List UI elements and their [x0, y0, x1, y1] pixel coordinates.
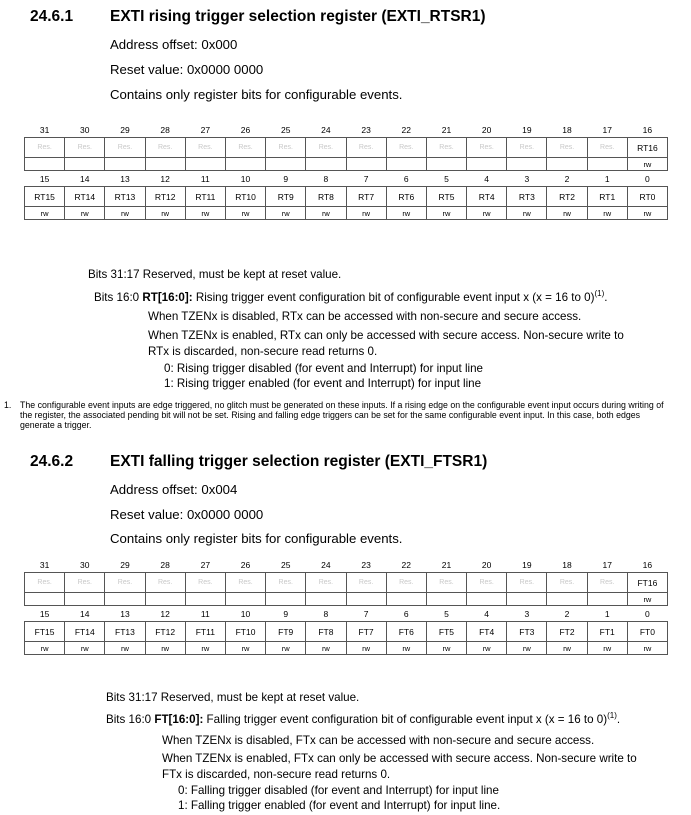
- access-type: [145, 158, 185, 171]
- bit-number: 21: [441, 124, 452, 135]
- access-type: [145, 593, 185, 606]
- access-type: [185, 158, 225, 171]
- register-field: Res.: [105, 138, 145, 158]
- register-field: RT13: [105, 187, 145, 207]
- access-type: [266, 593, 306, 606]
- register-field: FT11: [185, 622, 225, 642]
- access-type: rw: [266, 642, 306, 655]
- field-bits-row: [106, 713, 620, 726]
- bit-number: 22: [401, 559, 412, 570]
- access-type: [225, 593, 265, 606]
- footnote-text: The configurable event inputs are edge triggered, no glitch must be generated on these inputs. If a rising edge on the configurable event input occurs during writing of the register, the associated pending bit will not be set. Rising and falling edge triggers can be set for the same configurable event input. In this case, both edges generate a trigger.: [20, 400, 664, 430]
- access-type: rw: [467, 207, 507, 220]
- bit-number: 4: [484, 608, 490, 619]
- access-type: rw: [25, 642, 65, 655]
- access-type: rw: [225, 642, 265, 655]
- bit-number: 19: [522, 124, 532, 135]
- register-field: Res.: [467, 138, 507, 158]
- access-type: rw: [65, 207, 105, 220]
- bit-number: 26: [240, 124, 251, 135]
- access-type: [306, 593, 346, 606]
- access-type: [587, 158, 627, 171]
- bit-number: 9: [283, 173, 289, 184]
- register-field: Res.: [145, 573, 185, 593]
- access-type: rw: [547, 642, 587, 655]
- bit-number: 16: [642, 124, 653, 135]
- reserved-bits-row: [88, 268, 341, 281]
- register-field: Res.: [587, 573, 627, 593]
- reserved-bits-text: Reserved, must be kept at reset value.: [160, 691, 360, 704]
- tzen-enabled-text: When TZENx is enabled, FTx can only be accessed with secure access. Non-secure write to: [162, 752, 637, 765]
- field-name: RT[16:0]:: [142, 291, 193, 304]
- bit-number: 21: [441, 559, 452, 570]
- access-type: [467, 593, 507, 606]
- register-field: RT10: [225, 187, 265, 207]
- bit-number: 13: [120, 608, 130, 619]
- bit-number: 31: [39, 559, 50, 570]
- register-field: Res.: [467, 573, 507, 593]
- bit-number: 18: [562, 559, 572, 570]
- register-field: RT14: [65, 187, 105, 207]
- field-bits-label: Bits 16:0: [94, 291, 140, 304]
- register-field: FT6: [386, 622, 426, 642]
- access-type: rw: [467, 642, 507, 655]
- access-type: rw: [306, 207, 346, 220]
- register-field-row: [25, 138, 668, 158]
- access-type: [105, 593, 145, 606]
- register-table-rtsr1: [24, 122, 668, 220]
- tzen-disabled-text: When TZENx is disabled, FTx can be accessed with non-secure and secure access.: [162, 734, 595, 747]
- register-field: Res.: [145, 138, 185, 158]
- register-field: FT13: [105, 622, 145, 642]
- bit-number: 30: [80, 559, 90, 570]
- access-type: rw: [105, 207, 145, 220]
- register-field: RT7: [346, 187, 386, 207]
- register-field: FT12: [145, 622, 185, 642]
- field-description: Falling trigger event configuration bit of configurable event input x (x = 16 to 0): [206, 713, 608, 726]
- field-description-end: .: [616, 713, 621, 726]
- access-type: rw: [386, 207, 426, 220]
- register-field: Res.: [185, 573, 225, 593]
- access-type-row: [25, 593, 668, 606]
- register-field: RT16: [627, 138, 667, 158]
- access-type: rw: [627, 642, 667, 655]
- bit-number: 8: [323, 173, 329, 184]
- bit-number: 22: [401, 124, 412, 135]
- register-field: Res.: [426, 573, 466, 593]
- access-type: rw: [507, 642, 547, 655]
- bit-number-row: [25, 606, 668, 622]
- register-field: Res.: [346, 138, 386, 158]
- bit-number: 6: [403, 608, 409, 619]
- register-field: Res.: [25, 138, 65, 158]
- register-field-row: [25, 187, 668, 207]
- register-field: Res.: [225, 573, 265, 593]
- bit-number: 11: [200, 608, 210, 619]
- reset-value: Reset value: 0x0000 0000: [110, 62, 264, 77]
- access-type: rw: [306, 642, 346, 655]
- bit-number: 7: [363, 608, 369, 619]
- register-field: FT10: [225, 622, 265, 642]
- footnote-ref: (1): [607, 711, 617, 721]
- access-type: rw: [185, 207, 225, 220]
- access-type: rw: [266, 207, 306, 220]
- register-field: Res.: [547, 138, 587, 158]
- access-type: rw: [426, 207, 466, 220]
- register-table-ftsr1: [24, 557, 668, 655]
- reserved-bits-text: Reserved, must be kept at reset value.: [142, 268, 342, 281]
- bit-number: 29: [120, 124, 130, 135]
- bit-number: 10: [240, 173, 251, 184]
- access-type: [306, 158, 346, 171]
- register-field: RT8: [306, 187, 346, 207]
- bit-number: 31: [39, 124, 50, 135]
- access-type-row: [25, 642, 668, 655]
- access-type: rw: [587, 207, 627, 220]
- bit-number: 27: [200, 124, 211, 135]
- bit-number: 11: [200, 173, 210, 184]
- contains-note: Contains only register bits for configurable events.: [110, 87, 403, 102]
- register-field: RT12: [145, 187, 185, 207]
- register-field: FT16: [627, 573, 667, 593]
- bit-number: 15: [39, 608, 50, 619]
- option-1-text: 1: Falling trigger enabled (for event and Interrupt) for input line.: [178, 799, 501, 812]
- access-type: [185, 593, 225, 606]
- bit-number-row: [25, 557, 668, 573]
- access-type: rw: [547, 207, 587, 220]
- footnote-number: 1.: [4, 400, 12, 410]
- access-type: [65, 158, 105, 171]
- register-field: RT0: [627, 187, 667, 207]
- access-type: [25, 593, 65, 606]
- option-0-text: 0: Rising trigger disabled (for event and Interrupt) for input line: [164, 362, 483, 375]
- access-type: rw: [627, 207, 667, 220]
- contains-note: Contains only register bits for configurable events.: [110, 531, 403, 546]
- access-type: [587, 593, 627, 606]
- tzen-disabled-text: When TZENx is disabled, RTx can be accessed with non-secure and secure access.: [148, 310, 582, 323]
- bit-number: 0: [645, 173, 650, 184]
- access-type: rw: [145, 207, 185, 220]
- bit-number: 5: [444, 608, 449, 619]
- bit-number: 30: [80, 124, 90, 135]
- access-type: rw: [185, 642, 225, 655]
- bit-number: 10: [240, 608, 251, 619]
- bit-number: 14: [80, 608, 90, 619]
- bit-number: 0: [645, 608, 650, 619]
- register-field: Res.: [547, 573, 587, 593]
- bit-number: 8: [323, 608, 329, 619]
- bit-number: 18: [562, 124, 572, 135]
- bit-number: 25: [280, 559, 291, 570]
- bit-number: 17: [602, 124, 612, 135]
- bit-number: 6: [403, 173, 409, 184]
- register-field: Res.: [105, 573, 145, 593]
- discard-text: FTx is discarded, non-secure read returns 0.: [162, 768, 391, 781]
- access-type: rw: [346, 642, 386, 655]
- register-field: FT2: [547, 622, 587, 642]
- access-type: [105, 158, 145, 171]
- bit-number-row: [25, 122, 668, 138]
- access-type: rw: [145, 642, 185, 655]
- bit-number: 27: [200, 559, 211, 570]
- bit-number: 14: [80, 173, 90, 184]
- access-type: [346, 158, 386, 171]
- register-field: FT7: [346, 622, 386, 642]
- register-field: RT6: [386, 187, 426, 207]
- bit-number: 28: [160, 124, 170, 135]
- section-number: 24.6.1: [30, 8, 74, 25]
- register-field: FT15: [25, 622, 65, 642]
- bit-number: 26: [240, 559, 251, 570]
- bit-number: 12: [160, 173, 170, 184]
- option-1-text: 1: Rising trigger enabled (for event and Interrupt) for input line: [164, 377, 482, 390]
- register-field: FT0: [627, 622, 667, 642]
- field-bits-row: [94, 291, 607, 304]
- register-field: FT14: [65, 622, 105, 642]
- address-offset: Address offset: 0x004: [110, 482, 238, 497]
- access-type: [507, 158, 547, 171]
- register-field-row: [25, 622, 668, 642]
- field-bits-label: Bits 16:0: [106, 713, 152, 726]
- access-type: rw: [507, 207, 547, 220]
- bit-number: 23: [361, 124, 371, 135]
- register-field: RT9: [266, 187, 306, 207]
- address-offset: Address offset: 0x000: [110, 37, 238, 52]
- bit-number: 23: [361, 559, 371, 570]
- section-title: EXTI falling trigger selection register (EXTI_FTSR1): [110, 453, 488, 470]
- bit-number: 4: [484, 173, 490, 184]
- bit-number: 12: [160, 608, 170, 619]
- bit-number: 2: [564, 173, 570, 184]
- bit-number: 13: [120, 173, 130, 184]
- register-field: Res.: [185, 138, 225, 158]
- access-type: [426, 158, 466, 171]
- bit-number: 3: [524, 173, 530, 184]
- bit-number: 20: [481, 124, 492, 135]
- access-type: [426, 593, 466, 606]
- reserved-bits-label: Bits 31:17: [88, 268, 140, 281]
- register-field: Res.: [25, 573, 65, 593]
- register-field: RT11: [185, 187, 225, 207]
- register-field: FT8: [306, 622, 346, 642]
- bit-number: 1: [604, 608, 610, 619]
- section-title: EXTI rising trigger selection register (EXTI_RTSR1): [110, 8, 486, 25]
- bit-number: 24: [321, 559, 331, 570]
- bit-number: 28: [160, 559, 170, 570]
- bit-number: 7: [363, 173, 369, 184]
- access-type: rw: [105, 642, 145, 655]
- access-type: [547, 593, 587, 606]
- reserved-bits-label: Bits 31:17: [106, 691, 158, 704]
- access-type: rw: [225, 207, 265, 220]
- bit-number: 29: [120, 559, 130, 570]
- register-field: Res.: [386, 573, 426, 593]
- footnote-ref: (1): [594, 289, 605, 299]
- bit-number: 5: [444, 173, 449, 184]
- bit-number-row: [25, 171, 668, 187]
- option-0-text: 0: Falling trigger disabled (for event and Interrupt) for input line: [178, 784, 499, 797]
- register-field: RT3: [507, 187, 547, 207]
- access-type: [547, 158, 587, 171]
- access-type: rw: [65, 642, 105, 655]
- access-type: rw: [627, 158, 667, 171]
- access-type: [266, 158, 306, 171]
- access-type: [225, 158, 265, 171]
- bit-number: 16: [642, 559, 653, 570]
- discard-text: RTx is discarded, non-secure read returns 0.: [148, 345, 378, 358]
- register-field: Res.: [346, 573, 386, 593]
- bit-number: 24: [321, 124, 331, 135]
- access-type: [65, 593, 105, 606]
- access-type: rw: [587, 642, 627, 655]
- access-type: [507, 593, 547, 606]
- reset-value: Reset value: 0x0000 0000: [110, 507, 264, 522]
- register-field: FT4: [467, 622, 507, 642]
- access-type: [386, 158, 426, 171]
- register-field: RT4: [467, 187, 507, 207]
- register-field: Res.: [426, 138, 466, 158]
- field-description: Rising trigger event configuration bit of configurable event input x (x = 16 to 0): [195, 291, 595, 304]
- access-type: [386, 593, 426, 606]
- register-field: Res.: [386, 138, 426, 158]
- register-field: Res.: [587, 138, 627, 158]
- register-field: Res.: [306, 138, 346, 158]
- register-field: FT3: [507, 622, 547, 642]
- access-type-row: [25, 207, 668, 220]
- bit-number: 25: [280, 124, 291, 135]
- access-type: rw: [346, 207, 386, 220]
- bit-number: 19: [522, 559, 532, 570]
- bit-number: 3: [524, 608, 530, 619]
- section-number: 24.6.2: [30, 453, 74, 470]
- register-field: Res.: [266, 573, 306, 593]
- bit-number: 17: [602, 559, 612, 570]
- access-type: rw: [627, 593, 667, 606]
- register-field: Res.: [507, 138, 547, 158]
- field-description-end: .: [604, 291, 608, 304]
- register-field: RT1: [587, 187, 627, 207]
- register-field-row: [25, 573, 668, 593]
- bit-number: 2: [564, 608, 570, 619]
- access-type: rw: [426, 642, 466, 655]
- register-field: FT9: [266, 622, 306, 642]
- access-type: rw: [386, 642, 426, 655]
- bit-number: 15: [39, 173, 50, 184]
- register-field: Res.: [65, 138, 105, 158]
- register-field: Res.: [65, 573, 105, 593]
- register-field: Res.: [266, 138, 306, 158]
- access-type: [467, 158, 507, 171]
- field-name: FT[16:0]:: [154, 713, 204, 726]
- access-type: [346, 593, 386, 606]
- bit-number: 9: [283, 608, 289, 619]
- register-field: RT5: [426, 187, 466, 207]
- register-field: Res.: [225, 138, 265, 158]
- access-type: rw: [25, 207, 65, 220]
- register-field: Res.: [306, 573, 346, 593]
- bit-number: 20: [481, 559, 492, 570]
- tzen-enabled-text: When TZENx is enabled, RTx can only be accessed with secure access. Non-secure write to: [148, 329, 624, 342]
- access-type-row: [25, 158, 668, 171]
- reserved-bits-row: [106, 691, 359, 704]
- access-type: [25, 158, 65, 171]
- register-field: FT5: [426, 622, 466, 642]
- register-field: RT15: [25, 187, 65, 207]
- register-field: FT1: [587, 622, 627, 642]
- bit-number: 1: [604, 173, 610, 184]
- register-field: Res.: [507, 573, 547, 593]
- register-field: RT2: [547, 187, 587, 207]
